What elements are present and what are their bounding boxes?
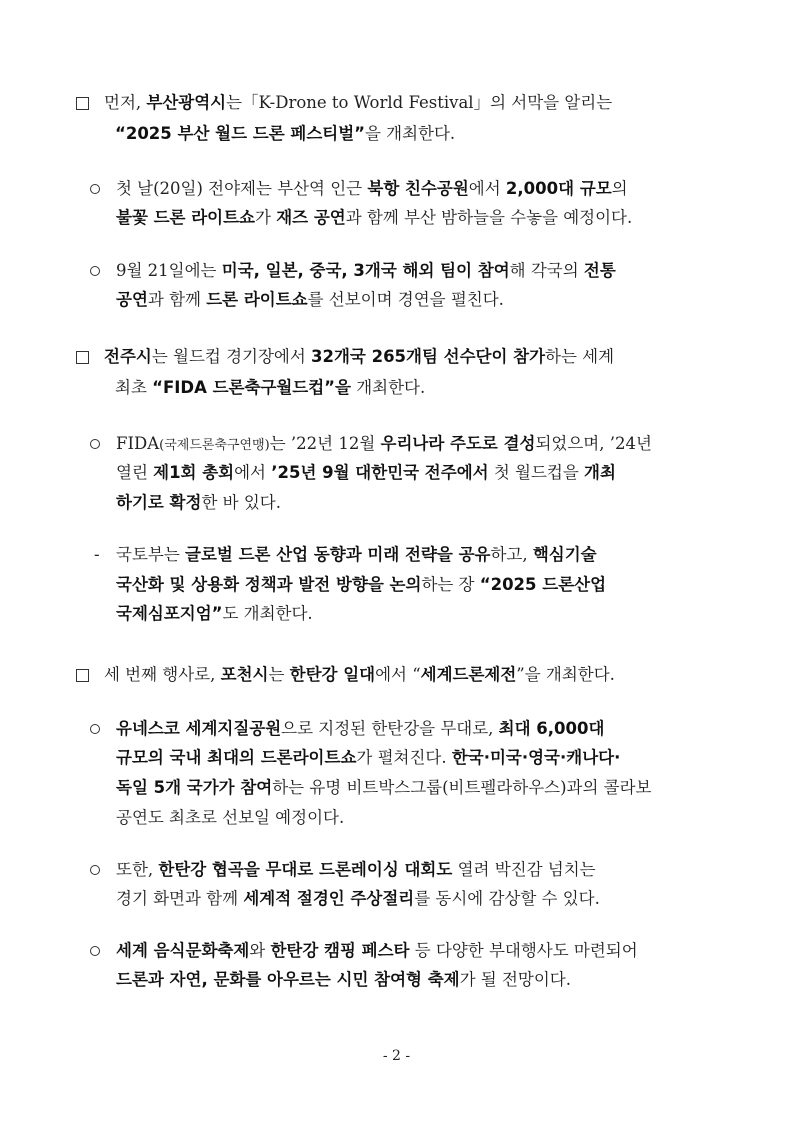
bold-text: 최대 6,000대 <box>498 719 605 738</box>
text-line <box>104 345 614 369</box>
text-run: FIDA <box>116 434 160 453</box>
text-run: 되었으며, ’24년 <box>535 434 652 453</box>
circle-bullet-icon <box>90 266 100 276</box>
text-line <box>116 288 504 312</box>
square-bullet-icon <box>76 97 89 110</box>
text-run: 열려 박진감 넘치는 <box>452 860 596 879</box>
bold-text: 32개국 265개팀 선수단이 참가 <box>311 347 546 366</box>
text-line <box>104 91 612 115</box>
text-run: 를 선보이며 경연을 펼친다. <box>307 290 504 309</box>
text-run: 의 <box>611 179 628 198</box>
text-run: 최초 <box>115 378 153 397</box>
page-number: - 2 - <box>382 1048 411 1064</box>
circle-bullet-icon <box>90 865 100 875</box>
bold-text: 공연 <box>116 290 148 309</box>
text-line <box>116 573 606 597</box>
bold-text: 독일 5개 국가가 참여 <box>116 778 273 797</box>
bold-text: 세계 음식문화축제 <box>116 941 250 960</box>
circle-bullet-icon <box>90 946 100 956</box>
bold-text: 핵심기술 <box>532 545 597 564</box>
bold-text: 2,000대 규모 <box>505 179 612 198</box>
bold-text: 포천시 <box>220 665 269 684</box>
text-run: ”을 개최한다. <box>516 665 615 684</box>
text-run: 으로 지정된 한탄강을 무대로, <box>281 719 499 738</box>
text-line <box>116 432 652 458</box>
text-line <box>116 968 571 992</box>
bold-text: “FIDA 드론축구월드컵”을 <box>152 378 351 397</box>
bold-text: 국산화 및 상용화 정책과 발전 방향을 논의 <box>116 575 422 594</box>
bold-text: 재즈 공연 <box>276 208 346 227</box>
bold-text: 드론과 자연, 문화를 아우르는 시민 참여형 축제 <box>116 970 460 989</box>
text-run: 에서 <box>234 463 272 482</box>
text-run: 는「K-Drone to World Festival」의 서막을 알리는 <box>226 93 613 112</box>
text-line <box>116 717 604 741</box>
text-run: 가 될 전망이다. <box>459 970 571 989</box>
text-run: 경기 화면과 함께 <box>116 889 244 908</box>
text-run: 와 <box>249 941 271 960</box>
bold-text: 제1회 총회 <box>153 463 235 482</box>
text-run: 가 펼쳐진다. <box>356 748 452 767</box>
bold-text: 부산광역시 <box>146 93 227 112</box>
bold-text: ’25년 9월 대한민국 전주에서 <box>271 463 489 482</box>
text-run: (국제드론축구연맹) <box>159 438 270 453</box>
text-line <box>116 746 620 770</box>
text-run: 과 함께 부산 밤하늘을 수놓을 예정이다. <box>345 208 633 227</box>
bold-text: 규모의 국내 최대의 드론라이트쇼 <box>116 748 357 767</box>
square-bullet-icon <box>76 351 89 364</box>
circle-bullet-icon <box>90 439 100 449</box>
text-run: 에서 <box>468 179 506 198</box>
text-run: 하는 장 <box>421 575 480 594</box>
text-run: 에서 “ <box>375 665 421 684</box>
text-line <box>116 259 616 283</box>
text-line <box>116 461 616 485</box>
text-run: 열린 <box>116 463 154 482</box>
text-line <box>115 122 455 146</box>
text-line <box>104 663 615 687</box>
text-run: 등 다양한 부대행사도 마련되어 <box>409 941 638 960</box>
bold-text: 한탄강 캠핑 페스타 <box>270 941 410 960</box>
bold-text: 불꽃 드론 라이트쇼 <box>116 208 256 227</box>
text-run: 를 동시에 감상할 수 있다. <box>414 889 600 908</box>
bold-text: 드론 라이트쇼 <box>206 290 308 309</box>
bold-text: “2025 드론산업 <box>479 575 607 594</box>
dash-marker: - <box>94 545 100 564</box>
text-run: 한 바 있다. <box>201 493 281 512</box>
text-run: 하는 유명 비트박스그룹(비트펠라하우스)과의 콜라보 <box>272 778 652 797</box>
text-line <box>116 776 652 800</box>
text-run: 가 <box>255 208 277 227</box>
text-line <box>116 806 344 830</box>
text-run: 세 번째 행사로, <box>104 665 221 684</box>
text-line <box>116 206 632 230</box>
bold-text: 전통 <box>583 261 616 280</box>
text-run: 개최한다. <box>350 378 426 397</box>
circle-bullet-icon <box>90 724 100 734</box>
text-line <box>116 887 600 911</box>
text-run: 공연도 최초로 선보일 예정이다. <box>116 808 345 827</box>
bold-text: 세계적 절경인 주상절리 <box>243 889 415 908</box>
circle-bullet-icon <box>90 184 100 194</box>
text-run: 는 월드컵 경기장에서 <box>151 347 312 366</box>
text-run: 국토부는 <box>116 545 186 564</box>
text-run: 9월 21일에는 <box>116 261 222 280</box>
bold-text: 유네스코 세계지질공원 <box>116 719 282 738</box>
bold-text: 우리나라 주도로 결성 <box>380 434 536 453</box>
text-run: 첫 월드컵을 <box>488 463 585 482</box>
bold-text: “2025 부산 월드 드론 페스티벌” <box>115 124 365 143</box>
text-run: 먼저, <box>104 93 147 112</box>
bold-text: 한탄강 협곡을 무대로 드론레이싱 대회도 <box>158 860 453 879</box>
text-run: 또한, <box>116 860 159 879</box>
text-run: 첫 날(20일) 전야제는 부산역 인근 <box>116 179 368 198</box>
text-line <box>116 939 638 963</box>
text-run: 하고, <box>490 545 533 564</box>
bold-text: 개최 <box>584 463 616 482</box>
text-run: 과 함께 <box>147 290 207 309</box>
bold-text: 전주시 <box>104 347 152 366</box>
text-line <box>116 491 281 515</box>
bold-text: 글로벌 드론 산업 동향과 미래 전략을 공유 <box>185 545 491 564</box>
text-run: 는 ’22년 12월 <box>269 434 381 453</box>
bold-text: 한국·미국·영국·캐나다· <box>451 748 621 767</box>
bold-text: 국제심포지엄” <box>116 604 223 623</box>
bold-text: 세계드론제전 <box>420 665 517 684</box>
text-line <box>116 858 596 882</box>
text-run: 해 각국의 <box>509 261 584 280</box>
text-run: 는 <box>268 665 290 684</box>
text-run: 도 개최한다. <box>222 604 313 623</box>
text-run: 하는 세계 <box>545 347 615 366</box>
square-bullet-icon <box>76 669 89 682</box>
text-line <box>115 376 425 400</box>
text-line <box>116 602 313 626</box>
text-line <box>116 177 628 201</box>
text-line <box>116 543 597 567</box>
bold-text: 한탄강 일대 <box>289 665 376 684</box>
text-run: 을 개최한다. <box>364 124 456 143</box>
bold-text: 북항 친수공원 <box>367 179 469 198</box>
bold-text: 하기로 확정 <box>116 493 202 512</box>
bold-text: 미국, 일본, 중국, 3개국 해외 팀이 참여 <box>221 261 510 280</box>
